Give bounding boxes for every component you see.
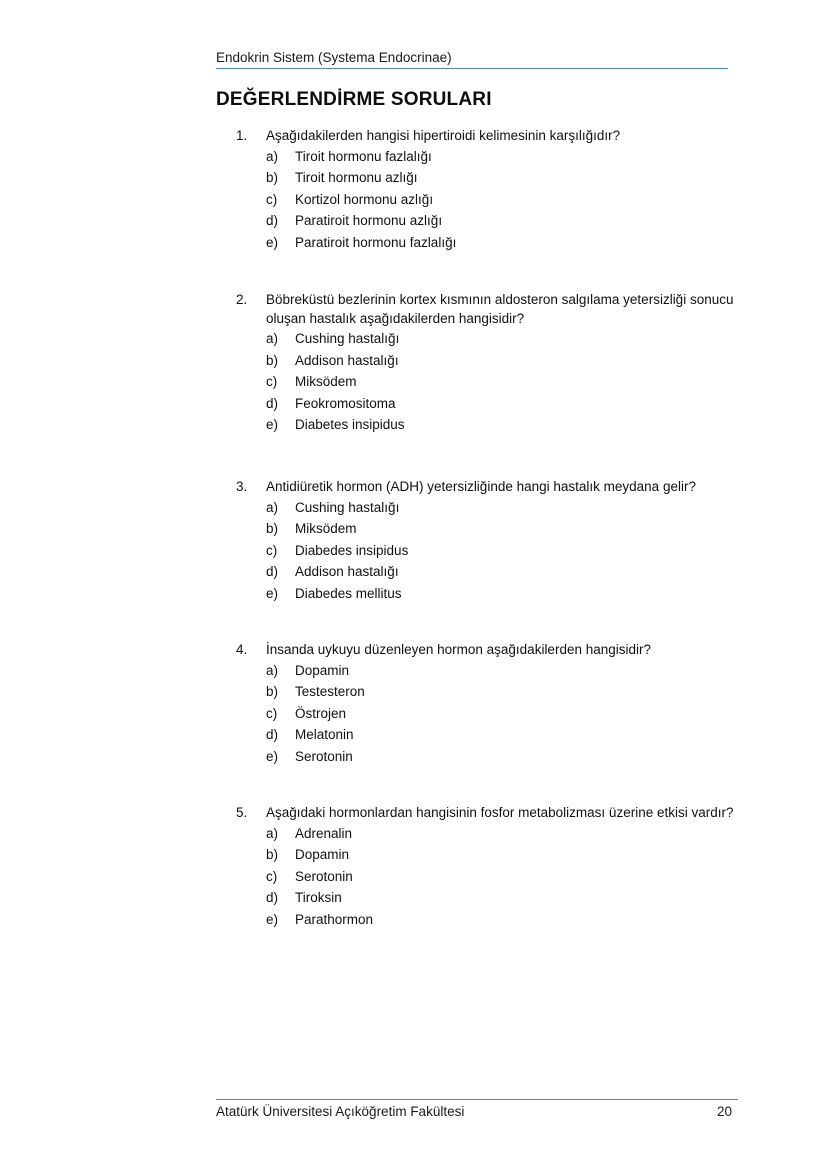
- question-3: [236, 478, 736, 604]
- option-letter: c): [266, 705, 278, 721]
- option-text: Serotonin: [295, 868, 353, 884]
- option-c: [236, 371, 736, 393]
- option-c: [236, 866, 736, 888]
- option-text: Addison hastalığı: [295, 352, 399, 368]
- question-number: 1.: [236, 128, 248, 143]
- question-stem: [236, 478, 736, 497]
- page-number: 20: [716, 1104, 732, 1119]
- question-stem: [236, 291, 736, 328]
- option-letter: d): [266, 727, 279, 742]
- option-text: Tiroksin: [295, 890, 342, 905]
- question-text: Böbreküstü bezlerinin kortex kısmının aldosteron salgılama yetersizliği sonucu oluşan hastalık aşağıdakilerden hangisidir?: [266, 292, 734, 326]
- option-letter: e): [266, 748, 279, 764]
- option-letter: a): [266, 499, 279, 515]
- option-letter: d): [266, 213, 279, 228]
- question-number: 2.: [236, 292, 248, 307]
- option-letter: a): [266, 331, 279, 346]
- option-text: Paratiroit hormonu azlığı: [295, 213, 443, 228]
- question-5: [236, 804, 736, 930]
- option-d: [236, 393, 736, 415]
- question-number: 3.: [236, 479, 248, 494]
- option-letter: b): [266, 847, 279, 862]
- option-a: [236, 660, 736, 682]
- option-letter: c): [266, 868, 278, 884]
- question-number: 4.: [236, 642, 248, 657]
- question-2: [236, 291, 736, 436]
- options-list: [236, 328, 736, 436]
- option-letter: a): [266, 825, 279, 841]
- option-letter: b): [266, 684, 279, 699]
- option-d: [236, 724, 736, 746]
- option-b: [236, 681, 736, 703]
- option-text: Cushing hastalığı: [295, 331, 400, 346]
- option-c: [236, 189, 736, 211]
- option-letter: b): [266, 521, 279, 536]
- question-1: [236, 127, 736, 253]
- question-text: Antidiüretik hormon (ADH) yetersizliğinde hangi hastalık meydana gelir?: [266, 479, 696, 494]
- option-letter: b): [266, 352, 279, 368]
- option-text: Tiroit hormonu azlığı: [295, 170, 418, 185]
- option-text: Melatonin: [295, 727, 354, 742]
- option-d: [236, 210, 736, 232]
- option-a: [236, 328, 736, 350]
- option-a: [236, 497, 736, 519]
- question-text: Aşağıdakilerden hangisi hipertiroidi kelimesinin karşılığıdır?: [266, 128, 621, 143]
- option-b: [236, 518, 736, 540]
- option-text: Serotonin: [295, 748, 353, 764]
- option-e: [236, 583, 736, 605]
- option-letter: d): [266, 395, 279, 411]
- option-a: [236, 146, 736, 168]
- page-title: DEĞERLENDİRME SORULARI: [216, 89, 492, 110]
- option-a: [236, 823, 736, 845]
- option-d: [236, 887, 736, 909]
- option-text: Tiroit hormonu fazlalığı: [295, 148, 432, 164]
- option-text: Diabedes mellitus: [295, 585, 402, 601]
- options-list: [236, 497, 736, 605]
- option-b: [236, 350, 736, 372]
- options-list: [236, 823, 736, 931]
- option-text: Dopamin: [295, 847, 350, 862]
- option-d: [236, 561, 736, 583]
- options-list: [236, 660, 736, 768]
- option-text: Miksödem: [295, 374, 357, 389]
- option-letter: c): [266, 542, 278, 558]
- option-text: Cushing hastalığı: [295, 499, 400, 515]
- option-e: [236, 746, 736, 768]
- option-letter: c): [266, 191, 278, 207]
- option-letter: e): [266, 585, 279, 601]
- option-letter: d): [266, 564, 279, 579]
- question-stem: [236, 127, 736, 146]
- option-e: [236, 909, 736, 931]
- option-text: Parathormon: [295, 911, 374, 927]
- option-text: Kortizol hormonu azlığı: [295, 191, 434, 207]
- option-letter: d): [266, 890, 279, 905]
- footer-divider: [216, 1099, 738, 1100]
- footer-institution: Atatürk Üniversitesi Açıköğretim Fakültesi: [216, 1104, 465, 1119]
- option-letter: a): [266, 148, 279, 164]
- header-text: Endokrin Sistem (Systema Endocrinae): [216, 50, 452, 65]
- option-text: Östrojen: [295, 705, 347, 721]
- option-text: Addison hastalığı: [295, 564, 399, 579]
- option-letter: b): [266, 170, 279, 185]
- option-text: Testesteron: [295, 684, 365, 699]
- question-stem: [236, 804, 736, 823]
- option-e: [236, 414, 736, 436]
- option-text: Dopamin: [295, 662, 350, 678]
- option-b: [236, 844, 736, 866]
- option-letter: c): [266, 374, 278, 389]
- option-letter: e): [266, 417, 279, 432]
- option-c: [236, 703, 736, 725]
- question-4: [236, 641, 736, 767]
- option-c: [236, 540, 736, 562]
- option-e: [236, 232, 736, 254]
- option-text: Paratiroit hormonu fazlalığı: [295, 234, 457, 250]
- question-number: 5.: [236, 805, 248, 820]
- question-stem: [236, 641, 736, 660]
- option-letter: e): [266, 234, 279, 250]
- option-text: Feokromositoma: [295, 395, 396, 411]
- option-letter: e): [266, 911, 279, 927]
- header-divider: [216, 68, 728, 69]
- option-text: Diabetes insipidus: [295, 417, 405, 432]
- option-letter: a): [266, 662, 279, 678]
- option-b: [236, 167, 736, 189]
- options-list: [236, 146, 736, 254]
- question-text: Aşağıdaki hormonlardan hangisinin fosfor metabolizması üzerine etkisi vardır?: [266, 805, 734, 820]
- question-text: İnsanda uykuyu düzenleyen hormon aşağıdakilerden hangisidir?: [266, 642, 652, 657]
- option-text: Diabedes insipidus: [295, 542, 409, 558]
- option-text: Miksödem: [295, 521, 357, 536]
- option-text: Adrenalin: [295, 825, 353, 841]
